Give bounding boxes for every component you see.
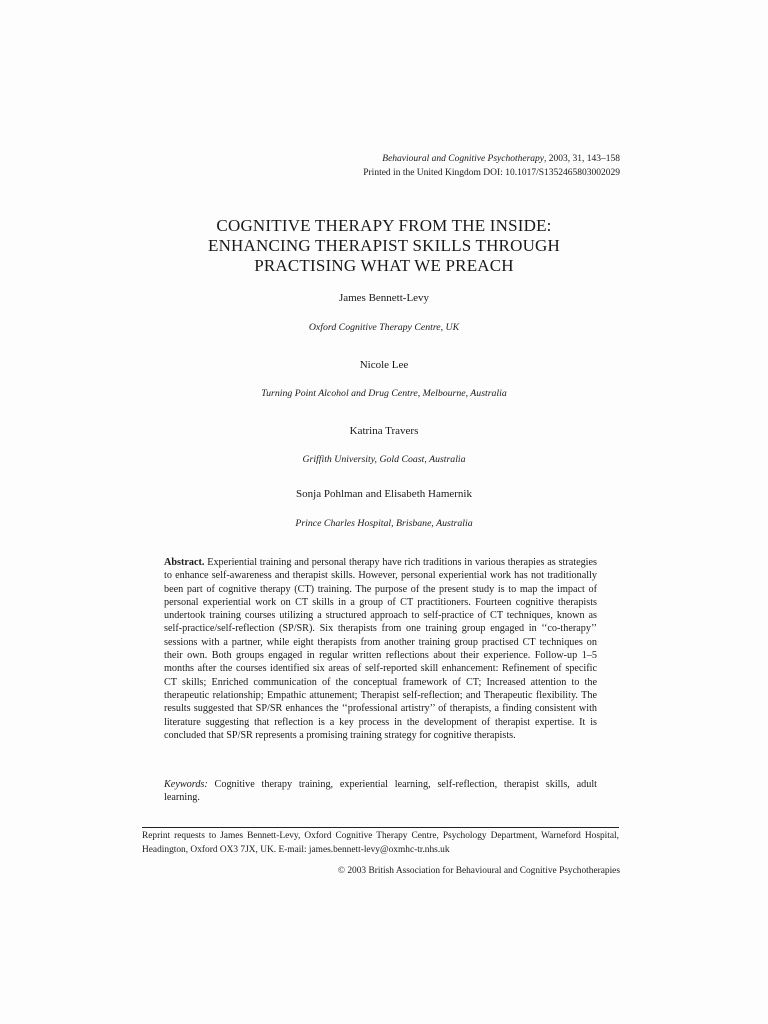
author-name-1: James Bennett-Levy [338, 292, 430, 304]
author-name-2: Nicole Lee [359, 359, 409, 371]
author-affiliation-1: Oxford Cognitive Therapy Centre, UK [308, 322, 460, 333]
author-name-4: Sonja Pohlman and Elisabeth Hamernik [296, 488, 472, 500]
abstract-label: Abstract. [164, 557, 205, 568]
reprint-footnote: Reprint requests to James Bennett-Levy, Oxford Cognitive Therapy Centre, Psychology Department, Warneford Hospital, Headington, Oxford OX3 7JX, UK. E-mail: james.bennett-levy@oxmhc-tr.nhs.uk [142, 831, 619, 855]
title-line-2: ENHANCING THERAPIST SKILLS THROUGH [207, 236, 560, 255]
copyright-notice: © 2003 British Association for Behavioural and Cognitive Psychotherapies [337, 866, 620, 876]
journal-volume-pages: , 2003, 31, 143–158 [544, 154, 620, 164]
print-info: Printed in the United Kingdom DOI: 10.1017/S1352465803002029 [363, 168, 620, 178]
author-affiliation-4: Prince Charles Hospital, Brisbane, Australia [295, 518, 473, 529]
author-name-3: Katrina Travers [349, 425, 419, 437]
author-affiliation-3: Griffith University, Gold Coast, Australia [302, 454, 466, 465]
author-affiliation-2: Turning Point Alcohol and Drug Centre, Melbourne, Australia [261, 388, 507, 399]
title-line-3: PRACTISING WHAT WE PREACH [254, 256, 514, 275]
keywords-text: Cognitive therapy training, experiential learning, self-reflection, therapist skills, adult learning. [164, 779, 597, 804]
title-line-1: COGNITIVE THERAPY FROM THE INSIDE: [216, 216, 552, 235]
journal-name: Behavioural and Cognitive Psychotherapy [382, 154, 544, 164]
paper-title [120, 216, 648, 276]
journal-citation [363, 152, 620, 166]
footnote-divider [142, 827, 619, 828]
keywords-label: Keywords: [164, 779, 208, 790]
abstract [164, 556, 597, 742]
keywords [164, 778, 597, 805]
journal-header [363, 152, 620, 180]
abstract-text: Experiential training and personal therapy have rich traditions in various therapies as strategies to enhance self-awareness and therapist skills. However, personal experiential work has not traditionally been part of cognitive therapy (CT) training. The purpose of the present study is to map the impact of personal experiential work on CT skills in a group of CT practitioners. Fourteen cognitive therapists undertook training courses utilizing a structured approach to self-practice of CT techniques, known as self-practice/self-reflection (SP/SR). Six therapists from one training group engaged in ‘‘co-therapy’’ sessions with a partner, while eight therapists from another training group practised CT techniques on their own. Both groups engaged in regular written reflections about their experience. Follow-up 1–5 months after the courses identified six areas of self-reported skill enhancement: Refinement of specific CT skills; Enriched communication of the conceptual framework of CT; Increased attention to the therapeutic relationship; Empathic attunement; Therapist self-reflection; and Therapeutic flexibility. The results suggested that SP/SR enhances the ‘‘professional artistry’’ of therapists, a finding consistent with literature suggesting that reflection is a key process in the development of therapist expertise. It is concluded that SP/SR represents a promising training strategy for cognitive therapists. [164, 557, 597, 741]
